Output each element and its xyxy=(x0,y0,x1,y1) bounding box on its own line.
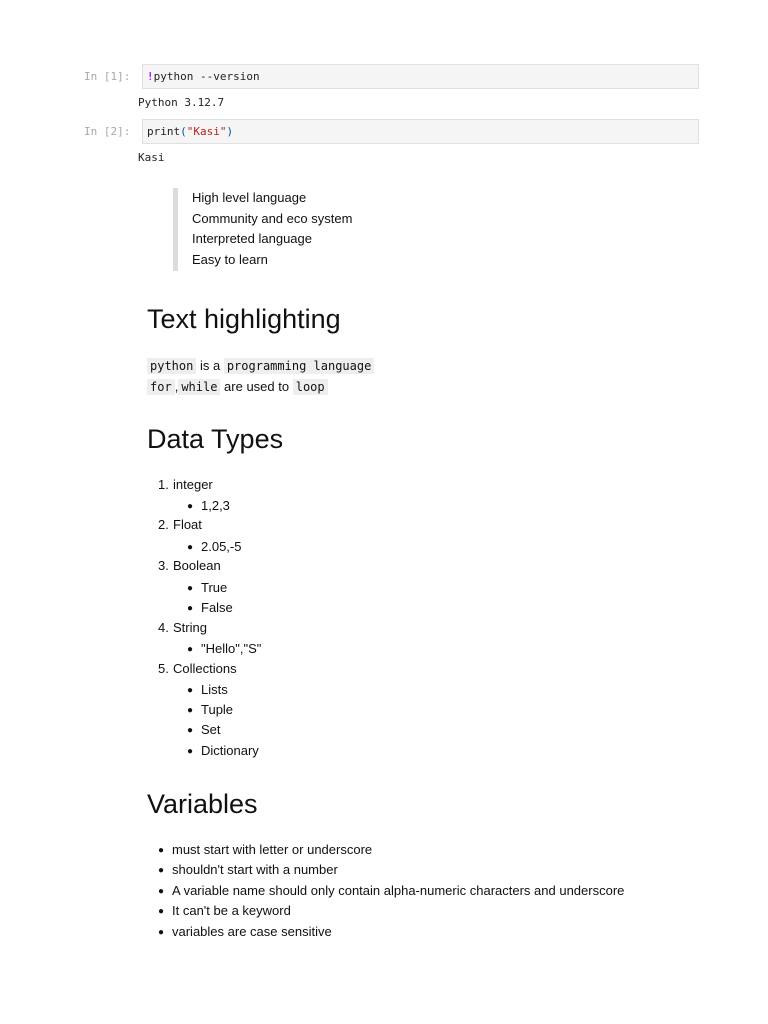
code-text xyxy=(147,70,260,83)
bullet-icon: ● xyxy=(187,705,194,716)
list-label: Collections xyxy=(173,661,237,676)
highlight-line-1 xyxy=(147,356,374,376)
shell-command: python --version xyxy=(153,70,260,83)
blockquote xyxy=(173,188,473,271)
list-item xyxy=(158,558,221,573)
list-subitem xyxy=(187,682,228,697)
heading-data-types: Data Types xyxy=(147,424,284,454)
list-label: String xyxy=(173,620,207,635)
plain-text: , xyxy=(174,379,179,394)
list-label: shouldn't start with a number xyxy=(172,862,338,877)
subitem-label: Lists xyxy=(201,682,228,697)
subitem-label: Set xyxy=(201,722,221,737)
bullet-icon: ● xyxy=(158,886,165,897)
list-item xyxy=(158,883,624,898)
bullet-icon: ● xyxy=(158,865,165,876)
list-label: integer xyxy=(173,477,213,492)
bullet-icon: ● xyxy=(187,685,194,696)
list-label: A variable name should only contain alpha-numeric characters and underscore xyxy=(172,883,625,898)
subitem-label: True xyxy=(201,580,228,595)
inline-code: while xyxy=(178,379,220,395)
list-label: Boolean xyxy=(173,558,221,573)
list-subitem xyxy=(187,580,227,595)
code-paren: ( xyxy=(180,125,187,138)
list-number: 2. xyxy=(158,517,169,532)
list-subitem xyxy=(187,641,261,656)
bullet-icon: ● xyxy=(187,746,194,757)
bullet-icon: ● xyxy=(187,542,194,553)
code-input[interactable] xyxy=(142,119,699,144)
bullet-icon: ● xyxy=(187,725,194,736)
list-label: variables are case sensitive xyxy=(172,924,332,939)
list-item xyxy=(158,903,291,918)
blockquote-line: High level language xyxy=(192,190,307,205)
list-number: 1. xyxy=(158,477,169,492)
subitem-label: "Hello","S" xyxy=(201,641,262,656)
inline-code: for xyxy=(147,379,175,395)
code-input[interactable] xyxy=(142,64,699,89)
bullet-icon: ● xyxy=(158,927,165,938)
bullet-icon: ● xyxy=(187,603,194,614)
subitem-label: Dictionary xyxy=(201,743,259,758)
heading-text-highlighting: Text highlighting xyxy=(147,304,341,334)
list-label: Float xyxy=(173,517,202,532)
inline-code: programming language xyxy=(224,358,375,374)
inline-code: python xyxy=(147,358,196,374)
blockquote-line: Community and eco system xyxy=(192,210,353,226)
list-number: 3. xyxy=(158,558,169,573)
list-item xyxy=(158,842,372,857)
highlight-line-2 xyxy=(147,377,328,397)
cell-output: Kasi xyxy=(138,151,165,164)
shell-bang: ! xyxy=(147,70,154,83)
cell-output: Python 3.12.7 xyxy=(138,96,225,109)
code-text xyxy=(147,125,233,138)
plain-text: is a xyxy=(196,358,224,373)
bullet-icon: ● xyxy=(187,644,194,655)
code-string: "Kasi" xyxy=(186,125,227,138)
list-number: 5. xyxy=(158,661,169,676)
list-item xyxy=(158,661,237,676)
list-item xyxy=(158,517,202,532)
inline-code: loop xyxy=(293,379,328,395)
list-item xyxy=(158,862,338,877)
blockquote-line: Easy to learn xyxy=(192,251,268,267)
cell-prompt: In [1]: xyxy=(84,70,131,83)
code-paren: ) xyxy=(226,125,234,138)
subitem-label: Tuple xyxy=(201,702,234,717)
subitem-label: 1,2,3 xyxy=(201,498,230,513)
heading-variables: Variables xyxy=(147,789,258,819)
list-subitem xyxy=(187,722,221,737)
list-item xyxy=(158,620,207,635)
list-subitem xyxy=(187,600,233,615)
bullet-icon: ● xyxy=(158,906,165,917)
list-item xyxy=(158,924,332,939)
bullet-icon: ● xyxy=(187,583,194,594)
list-label: must start with letter or underscore xyxy=(172,842,373,857)
list-subitem xyxy=(187,539,241,554)
list-subitem xyxy=(187,743,259,758)
bullet-icon: ● xyxy=(158,845,165,856)
blockquote-line: Interpreted language xyxy=(192,231,312,246)
code-func: print xyxy=(147,125,181,138)
list-item xyxy=(158,477,213,492)
list-subitem xyxy=(187,702,233,717)
list-subitem xyxy=(187,498,230,513)
cell-prompt: In [2]: xyxy=(84,125,131,138)
plain-text: are used to xyxy=(220,379,293,394)
list-label: It can't be a keyword xyxy=(172,903,291,918)
bullet-icon: ● xyxy=(187,501,194,512)
subitem-label: 2.05,-5 xyxy=(201,539,242,554)
list-number: 4. xyxy=(158,620,169,635)
subitem-label: False xyxy=(201,600,233,615)
